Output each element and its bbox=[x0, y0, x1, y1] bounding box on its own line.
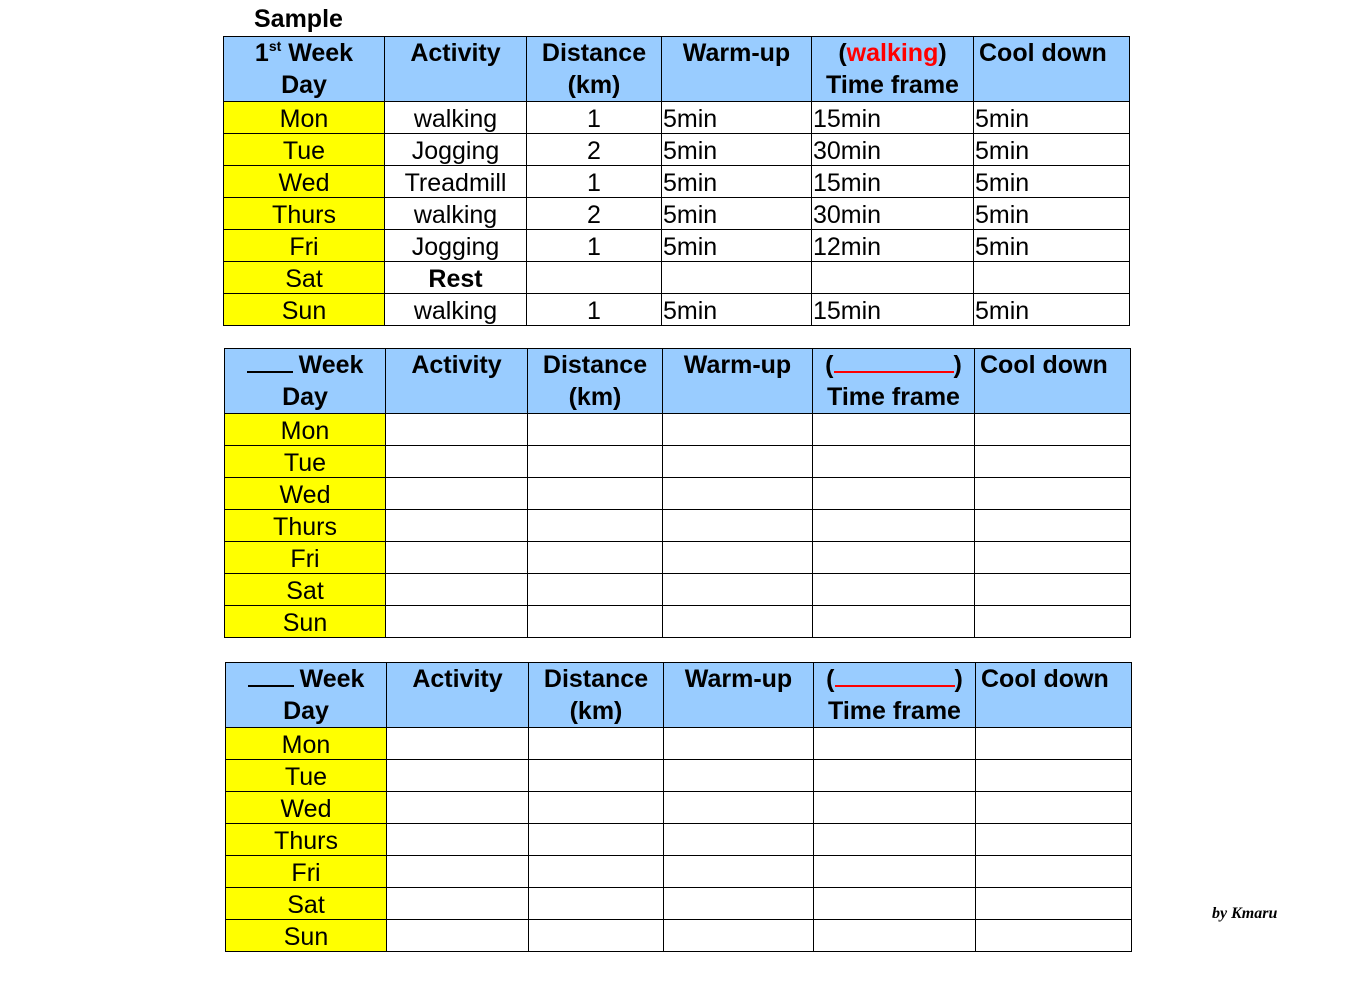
day-cell: Wed bbox=[224, 166, 385, 198]
activity-cell[interactable] bbox=[386, 542, 528, 574]
cooldown-cell: 5min bbox=[974, 198, 1130, 230]
table-header-row bbox=[225, 349, 1131, 414]
distance-cell[interactable] bbox=[529, 728, 664, 760]
day-cell: Sat bbox=[225, 574, 386, 606]
day-cell: Sat bbox=[226, 888, 387, 920]
distance-header: Distance (km) bbox=[527, 37, 662, 102]
warmup-cell bbox=[662, 262, 812, 294]
activity-cell[interactable] bbox=[386, 478, 528, 510]
distance-cell[interactable] bbox=[529, 792, 664, 824]
table-row bbox=[226, 856, 1132, 888]
warmup-cell[interactable] bbox=[664, 728, 814, 760]
day-cell: Sat bbox=[224, 262, 385, 294]
warmup-cell[interactable] bbox=[663, 414, 813, 446]
time-frame-cell bbox=[812, 262, 974, 294]
week-day-header bbox=[224, 37, 385, 102]
cooldown-cell: 5min bbox=[974, 230, 1130, 262]
warmup-cell: 5min bbox=[662, 294, 812, 326]
day-cell: Mon bbox=[225, 414, 386, 446]
table-row bbox=[224, 230, 1130, 262]
day-cell: Tue bbox=[226, 760, 387, 792]
warmup-cell[interactable] bbox=[663, 574, 813, 606]
day-cell: Sun bbox=[225, 606, 386, 638]
table-row bbox=[225, 414, 1131, 446]
distance-header: Distance (km) bbox=[529, 663, 664, 728]
activity-cell[interactable] bbox=[386, 510, 528, 542]
activity-cell[interactable] bbox=[386, 446, 528, 478]
time-frame-cell[interactable] bbox=[813, 478, 975, 510]
cooldown-cell[interactable] bbox=[975, 478, 1131, 510]
distance-cell[interactable] bbox=[528, 414, 663, 446]
cooldown-header: Cool down bbox=[974, 37, 1130, 102]
warmup-cell[interactable] bbox=[664, 888, 814, 920]
blank-week-table bbox=[225, 662, 1132, 952]
activity-blank[interactable] bbox=[834, 349, 954, 373]
distance-cell[interactable] bbox=[529, 760, 664, 792]
distance-cell[interactable] bbox=[529, 856, 664, 888]
distance-cell[interactable] bbox=[528, 542, 663, 574]
warmup-cell[interactable] bbox=[664, 920, 814, 952]
warmup-cell[interactable] bbox=[664, 792, 814, 824]
table-row bbox=[225, 574, 1131, 606]
distance-cell[interactable] bbox=[528, 478, 663, 510]
distance-cell[interactable] bbox=[528, 510, 663, 542]
day-cell: Fri bbox=[225, 542, 386, 574]
distance-cell[interactable] bbox=[529, 888, 664, 920]
time-frame-cell[interactable] bbox=[813, 574, 975, 606]
activity-blank[interactable] bbox=[835, 663, 955, 687]
table-row bbox=[224, 102, 1130, 134]
activity-cell[interactable] bbox=[387, 856, 529, 888]
table-row bbox=[224, 134, 1130, 166]
week-ordinal: 1 bbox=[254, 39, 269, 67]
sample-label: Sample bbox=[254, 5, 343, 33]
day-cell: Tue bbox=[224, 134, 385, 166]
cooldown-cell: 5min bbox=[974, 134, 1130, 166]
activity-cell[interactable] bbox=[387, 824, 529, 856]
table-row bbox=[226, 792, 1132, 824]
activity-cell[interactable] bbox=[387, 792, 529, 824]
cooldown-header: Cool down bbox=[976, 663, 1132, 728]
cooldown-cell[interactable] bbox=[975, 606, 1131, 638]
cooldown-cell[interactable] bbox=[976, 728, 1132, 760]
warmup-cell[interactable] bbox=[663, 510, 813, 542]
warmup-cell: 5min bbox=[662, 198, 812, 230]
table-row bbox=[225, 542, 1131, 574]
week-day-header: Week Day bbox=[226, 663, 387, 728]
distance-cell: 2 bbox=[527, 198, 662, 230]
activity-cell[interactable] bbox=[386, 606, 528, 638]
distance-header: Distance (km) bbox=[528, 349, 663, 414]
cooldown-cell[interactable] bbox=[975, 510, 1131, 542]
time-frame-cell[interactable] bbox=[813, 606, 975, 638]
warmup-header: Warm-up bbox=[664, 663, 814, 728]
cooldown-cell[interactable] bbox=[976, 792, 1132, 824]
week-ordinal-suffix: st bbox=[268, 38, 282, 54]
table-row bbox=[224, 294, 1130, 326]
cooldown-cell bbox=[974, 262, 1130, 294]
cooldown-cell[interactable] bbox=[976, 856, 1132, 888]
warmup-cell: 5min bbox=[662, 166, 812, 198]
day-header-label: Day bbox=[281, 71, 327, 99]
time-activity-label: walking bbox=[846, 39, 939, 67]
activity-cell: Rest bbox=[385, 262, 527, 294]
blank-week-table bbox=[224, 348, 1131, 638]
activity-cell: Jogging bbox=[385, 134, 527, 166]
week-number-blank[interactable] bbox=[247, 349, 293, 373]
time-frame-cell[interactable] bbox=[813, 510, 975, 542]
day-cell: Thurs bbox=[226, 824, 387, 856]
time-frame-cell[interactable] bbox=[814, 728, 976, 760]
day-cell: Thurs bbox=[224, 198, 385, 230]
activity-cell[interactable] bbox=[386, 414, 528, 446]
warmup-cell[interactable] bbox=[664, 856, 814, 888]
distance-cell[interactable] bbox=[529, 824, 664, 856]
cooldown-cell[interactable] bbox=[976, 760, 1132, 792]
table-row bbox=[224, 262, 1130, 294]
distance-cell: 2 bbox=[527, 134, 662, 166]
time-frame-cell: 30min bbox=[812, 134, 974, 166]
warmup-cell[interactable] bbox=[664, 760, 814, 792]
activity-cell[interactable] bbox=[387, 920, 529, 952]
day-cell: Fri bbox=[226, 856, 387, 888]
cooldown-cell[interactable] bbox=[976, 888, 1132, 920]
time-frame-cell[interactable] bbox=[814, 824, 976, 856]
day-cell: Tue bbox=[225, 446, 386, 478]
table-header-row bbox=[226, 663, 1132, 728]
warmup-cell[interactable] bbox=[663, 606, 813, 638]
activity-cell: walking bbox=[385, 198, 527, 230]
activity-header: Activity bbox=[386, 349, 528, 414]
table-row bbox=[224, 198, 1130, 230]
time-frame-header: ( ) Time frame bbox=[814, 663, 976, 728]
warmup-cell: 5min bbox=[662, 230, 812, 262]
activity-cell: Treadmill bbox=[385, 166, 527, 198]
cooldown-cell: 5min bbox=[974, 294, 1130, 326]
table-row bbox=[226, 760, 1132, 792]
table-row bbox=[224, 166, 1130, 198]
warmup-header: Warm-up bbox=[663, 349, 813, 414]
time-frame-cell[interactable] bbox=[813, 542, 975, 574]
table-row bbox=[226, 824, 1132, 856]
time-frame-cell[interactable] bbox=[814, 760, 976, 792]
time-frame-header: (walking) Time frame bbox=[812, 37, 974, 102]
distance-cell[interactable] bbox=[528, 574, 663, 606]
distance-cell: 1 bbox=[527, 166, 662, 198]
time-frame-cell[interactable] bbox=[813, 414, 975, 446]
activity-cell[interactable] bbox=[387, 888, 529, 920]
table-row bbox=[226, 728, 1132, 760]
time-frame-cell: 30min bbox=[812, 198, 974, 230]
cooldown-cell[interactable] bbox=[975, 414, 1131, 446]
distance-cell[interactable] bbox=[528, 446, 663, 478]
time-frame-cell[interactable] bbox=[814, 856, 976, 888]
warmup-cell: 5min bbox=[662, 134, 812, 166]
cooldown-header: Cool down bbox=[975, 349, 1131, 414]
table-header-row bbox=[224, 37, 1130, 102]
time-frame-cell: 15min bbox=[812, 102, 974, 134]
time-frame-cell: 12min bbox=[812, 230, 974, 262]
warmup-cell[interactable] bbox=[663, 446, 813, 478]
week-header-label: Week bbox=[288, 39, 354, 67]
distance-cell: 1 bbox=[527, 294, 662, 326]
table-row bbox=[225, 606, 1131, 638]
activity-cell: Jogging bbox=[385, 230, 527, 262]
warmup-header: Warm-up bbox=[662, 37, 812, 102]
table-row bbox=[225, 446, 1131, 478]
distance-cell[interactable] bbox=[528, 606, 663, 638]
week-day-header: Week Day bbox=[225, 349, 386, 414]
day-cell: Sun bbox=[226, 920, 387, 952]
day-cell: Sun bbox=[224, 294, 385, 326]
day-cell: Wed bbox=[226, 792, 387, 824]
time-frame-cell[interactable] bbox=[814, 792, 976, 824]
table-row bbox=[226, 888, 1132, 920]
distance-cell bbox=[527, 262, 662, 294]
day-cell: Wed bbox=[225, 478, 386, 510]
activity-header: Activity bbox=[385, 37, 527, 102]
time-frame-cell[interactable] bbox=[814, 888, 976, 920]
distance-cell[interactable] bbox=[529, 920, 664, 952]
time-frame-header: ( ) Time frame bbox=[813, 349, 975, 414]
table-row bbox=[225, 478, 1131, 510]
sample-week-table bbox=[223, 36, 1130, 326]
cooldown-cell: 5min bbox=[974, 102, 1130, 134]
table-row bbox=[225, 510, 1131, 542]
cooldown-cell[interactable] bbox=[975, 574, 1131, 606]
day-cell: Mon bbox=[224, 102, 385, 134]
activity-header: Activity bbox=[387, 663, 529, 728]
cooldown-cell[interactable] bbox=[976, 824, 1132, 856]
day-cell: Fri bbox=[224, 230, 385, 262]
cooldown-cell[interactable] bbox=[975, 542, 1131, 574]
activity-cell: walking bbox=[385, 102, 527, 134]
time-frame-cell[interactable] bbox=[814, 920, 976, 952]
cooldown-cell: 5min bbox=[974, 166, 1130, 198]
week-number-blank[interactable] bbox=[248, 663, 294, 687]
table-row bbox=[226, 920, 1132, 952]
activity-cell[interactable] bbox=[387, 728, 529, 760]
distance-cell: 1 bbox=[527, 230, 662, 262]
warmup-cell[interactable] bbox=[664, 824, 814, 856]
time-frame-cell: 15min bbox=[812, 166, 974, 198]
activity-cell[interactable] bbox=[386, 574, 528, 606]
time-frame-cell[interactable] bbox=[813, 446, 975, 478]
warmup-cell[interactable] bbox=[663, 542, 813, 574]
author-credit: by Kmaru bbox=[1212, 905, 1278, 922]
cooldown-cell[interactable] bbox=[976, 920, 1132, 952]
distance-cell: 1 bbox=[527, 102, 662, 134]
activity-cell[interactable] bbox=[387, 760, 529, 792]
cooldown-cell[interactable] bbox=[975, 446, 1131, 478]
time-frame-cell: 15min bbox=[812, 294, 974, 326]
day-cell: Mon bbox=[226, 728, 387, 760]
day-cell: Thurs bbox=[225, 510, 386, 542]
warmup-cell: 5min bbox=[662, 102, 812, 134]
warmup-cell[interactable] bbox=[663, 478, 813, 510]
activity-cell: walking bbox=[385, 294, 527, 326]
